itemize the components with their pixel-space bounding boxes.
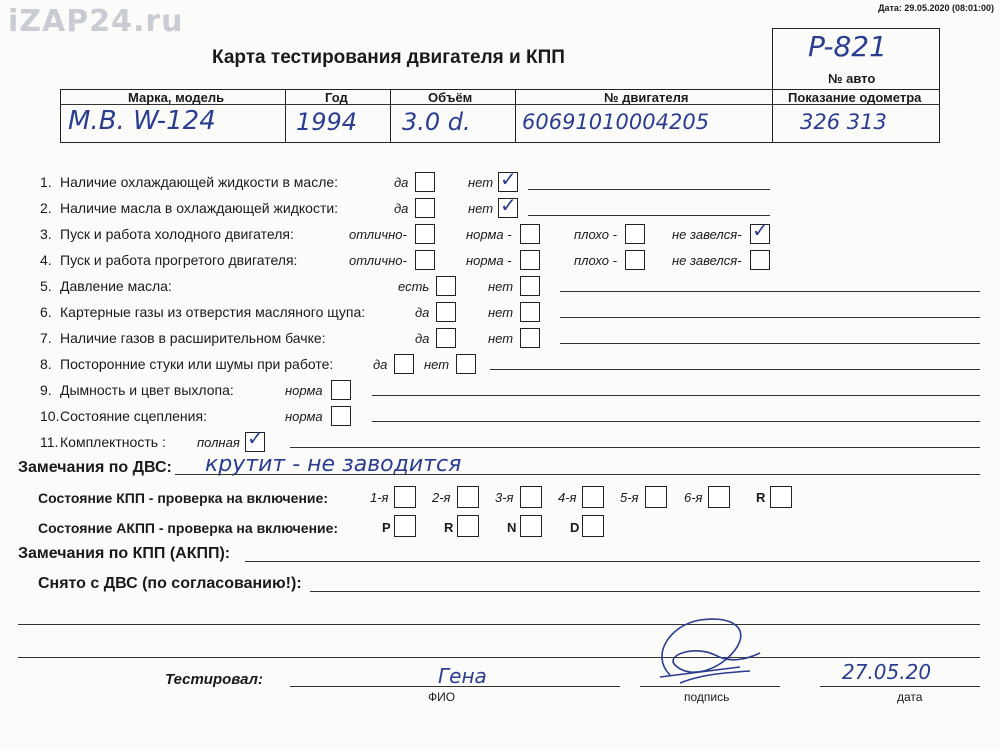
option-no: нет [468,175,494,190]
tested-label: Тестировал: [165,671,263,688]
option-normal: норма - [466,227,512,242]
check-mark-icon: ✓ [247,426,264,450]
gear-checkbox[interactable] [645,486,667,508]
checkbox-no[interactable] [520,328,540,348]
gear-label: 3-я [495,490,514,505]
watermark: iZAP24.ru [8,4,184,39]
option-yes: есть [398,279,430,294]
option-no: нет [488,305,514,320]
answer-line [245,561,980,562]
checkbox-excellent[interactable] [415,224,435,244]
gear-label: 5-я [620,490,639,505]
item-text: Наличие газов в расширительном бачке: [60,330,326,346]
answer-line [372,421,980,422]
gear-label: D [570,520,580,535]
gear-checkbox[interactable] [708,486,730,508]
option-no: нет [488,331,514,346]
checkbox-bad[interactable] [625,250,645,270]
kpp-label: Состояние КПП - проверка на включение: [38,490,328,506]
checkbox-excellent[interactable] [415,250,435,270]
gear-label: R [444,520,454,535]
gear-label: 6-я [684,490,703,505]
gear-label: R [756,490,766,505]
checkbox-yes[interactable] [436,276,456,296]
gear-checkbox[interactable] [457,486,479,508]
checkbox-normal[interactable] [520,250,540,270]
check-mark-icon: ✓ [752,218,769,242]
checkbox-yes[interactable] [415,172,435,192]
year-value: 1994 [296,108,358,136]
option-yes: да [394,201,409,216]
col-divider [515,89,516,143]
answer-line [310,591,980,592]
item-number: 5. [40,278,52,294]
option-excellent: отлично- [349,227,407,242]
answer-line [175,474,980,475]
option-bad: плохо - [574,253,617,268]
remarks-engine-label: Замечания по ДВС: [18,459,172,476]
checkbox-yes[interactable] [436,328,456,348]
item-number: 7. [40,330,52,346]
answer-line [290,447,980,448]
checkbox-normal[interactable] [331,380,351,400]
item-text: Пуск и работа прогретого двигателя: [60,252,298,268]
option-yes: да [394,175,409,190]
col-divider [285,89,286,143]
gear-checkbox[interactable] [582,486,604,508]
item-text: Давление масла: [60,278,172,294]
signature-label: подпись [684,690,730,704]
item-text: Комплектность : [60,434,166,450]
auto-number-label: № авто [828,71,876,86]
checkbox-yes[interactable] [436,302,456,322]
option-yes: да [373,357,388,372]
gear-checkbox[interactable] [394,486,416,508]
item-text: Дымность и цвет выхлопа: [60,382,234,398]
gear-checkbox[interactable] [394,515,416,537]
item-text: Наличие масла в охлаждающей жидкости: [60,200,339,216]
answer-line [490,369,980,370]
option-no-start: не завелся- [672,253,742,268]
checkbox-no[interactable] [520,302,540,322]
check-mark-icon: ✓ [500,193,517,217]
engine-label: № двигателя [604,90,689,105]
col-divider [772,89,773,143]
answer-line [560,343,980,344]
odometer-label: Показание одометра [788,90,922,105]
checkbox-yes[interactable] [394,354,414,374]
gear-label: 2-я [432,490,451,505]
auto-number-value: P-821 [808,30,887,63]
checkbox-yes[interactable] [415,198,435,218]
option-no: нет [468,201,494,216]
answer-line [18,657,980,658]
item-number: 4. [40,252,52,268]
signature-icon [640,605,770,690]
gear-checkbox[interactable] [770,486,792,508]
gear-checkbox[interactable] [457,515,479,537]
answer-line [560,317,980,318]
item-text: Пуск и работа холодного двигателя: [60,226,294,242]
option-normal: норма [285,383,323,398]
option-excellent: отлично- [349,253,407,268]
make-label: Марка, модель [128,90,225,105]
item-number: 8. [40,356,52,372]
gear-label: N [507,520,517,535]
answer-line [528,215,770,216]
engine-value: 60691010004205 [522,110,710,134]
option-normal: норма - [466,253,512,268]
option-bad: плохо - [574,227,617,242]
item-number: 9. [40,382,52,398]
remarks-kpp-label: Замечания по КПП (АКПП): [18,545,231,562]
fio-label: ФИО [428,690,456,704]
checkbox-no[interactable] [520,276,540,296]
page-title: Карта тестирования двигателя и КПП [212,47,565,68]
date-line [820,686,980,687]
checkbox-normal[interactable] [520,224,540,244]
volume-value: 3.0 d. [402,108,471,136]
item-text: Состояние сцепления: [60,408,207,424]
answer-line [560,291,980,292]
answer-line [372,395,980,396]
volume-label: Объём [428,90,473,105]
col-divider [390,89,391,143]
gear-label: 1-я [370,490,389,505]
item-number: 3. [40,226,52,242]
answer-line [18,624,980,625]
item-text: Наличие охлаждающей жидкости в масле: [60,174,339,190]
date-stamp: Дата: 29.05.2020 (08:01:00) [878,3,994,13]
checkbox-no-start[interactable] [750,250,770,270]
item-number: 11. [40,434,59,450]
akpp-label: Состояние АКПП - проверка на включение: [38,520,339,536]
checkbox-no[interactable] [456,354,476,374]
remarks-engine-value: крутит - не заводится [205,452,462,477]
gear-checkbox[interactable] [520,486,542,508]
item-number: 2. [40,200,52,216]
option-yes: да [415,331,430,346]
option-complete: полная [197,435,240,450]
date-value: 27.05.20 [842,660,932,684]
option-no: нет [424,357,450,372]
item-text: Картерные газы из отверстия масляного щупа: [60,304,366,320]
option-yes: да [415,305,430,320]
item-number: 10. [40,408,60,424]
odometer-value: 326 313 [800,110,887,134]
item-number: 6. [40,304,52,320]
date-label: дата [897,690,923,704]
removed-label: Снято с ДВС (по согласованию!): [38,575,302,592]
answer-line [528,189,770,190]
gear-label: 4-я [558,490,577,505]
item-number: 1. [40,174,52,190]
checkbox-bad[interactable] [625,224,645,244]
year-label: Год [325,90,348,105]
option-no-start: не завелся- [672,227,742,242]
make-value: M.B. W-124 [68,106,216,136]
checkbox-normal[interactable] [331,406,351,426]
gear-checkbox[interactable] [520,515,542,537]
option-no: нет [488,279,514,294]
gear-checkbox[interactable] [582,515,604,537]
option-normal: норма [285,409,323,424]
tester-name: Гена [438,664,487,688]
gear-label: P [382,520,391,535]
check-mark-icon: ✓ [500,167,517,191]
item-text: Посторонние стуки или шумы при работе: [60,356,334,372]
